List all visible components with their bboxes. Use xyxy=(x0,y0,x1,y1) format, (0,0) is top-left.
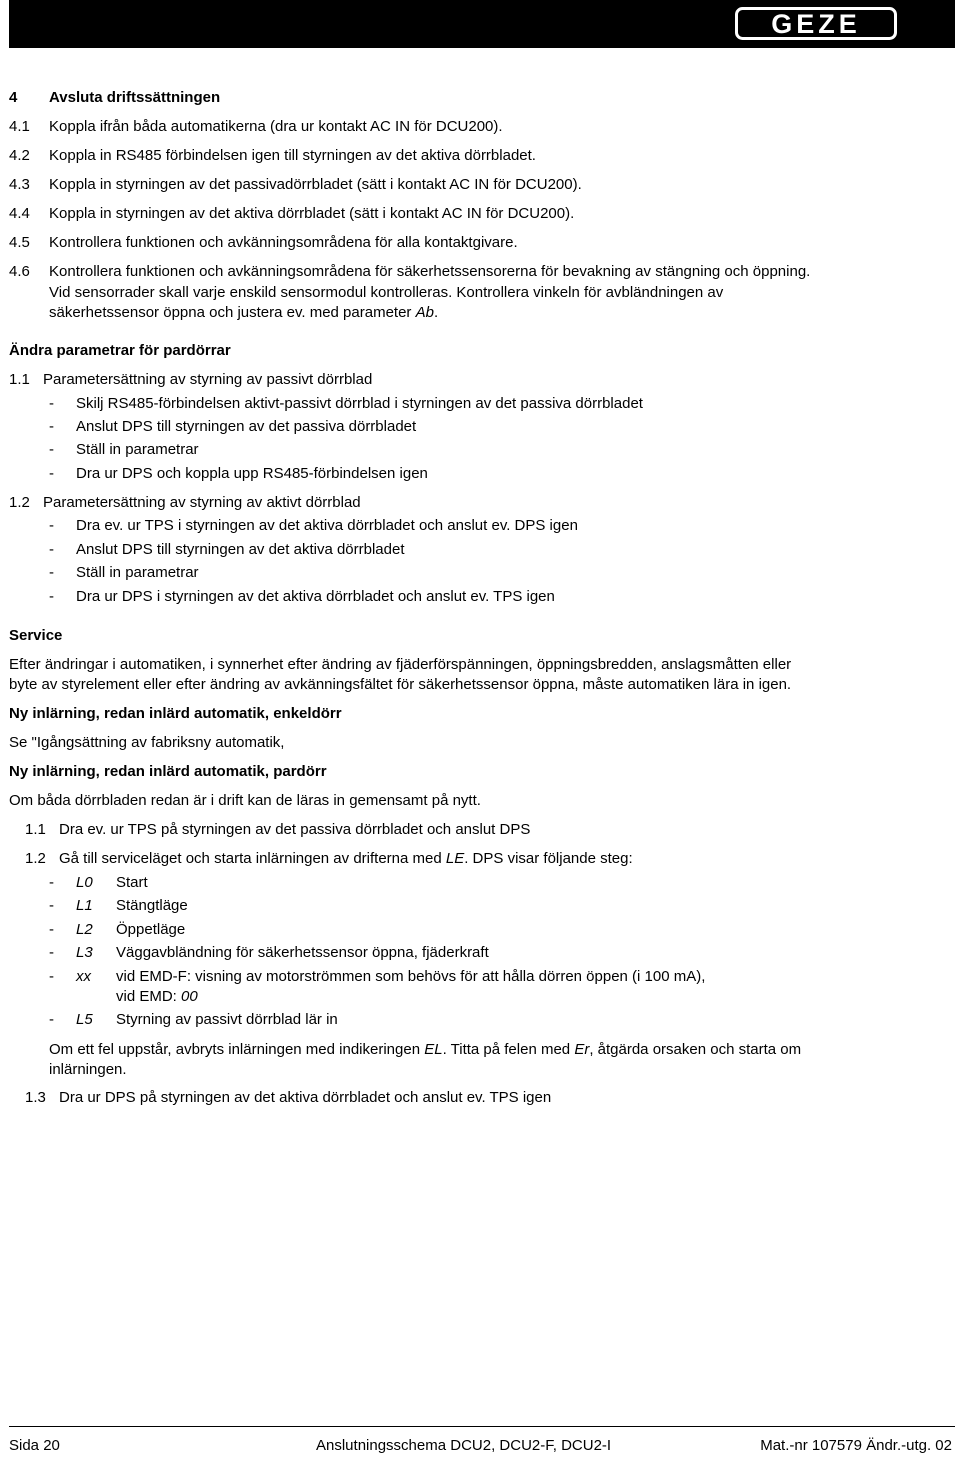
display-code: xx xyxy=(76,968,91,985)
item-number: 4.5 xyxy=(9,234,30,251)
relearn-single-heading: Ny inlärning, redan inlärd automatik, enkeldörr xyxy=(9,705,342,722)
bullet-dash: - xyxy=(49,921,54,938)
display-code: EL xyxy=(424,1041,443,1058)
bullet-dash: - xyxy=(49,517,54,534)
bullet-text: Dra ur DPS i styrningen av det aktiva dörrbladet och anslut ev. TPS igen xyxy=(76,588,555,605)
code-description: vid EMD-F: visning av motorströmmen som behövs för att hålla dörren öppen (i 100 mA), xyxy=(116,968,706,985)
header-bar xyxy=(9,0,955,48)
code-description: Öppetläge xyxy=(116,921,186,938)
item-number: 4.2 xyxy=(9,147,30,164)
step-text: Gå till serviceläget och starta inlärningen av drifterna med LE. DPS visar följande steg: xyxy=(59,850,633,867)
step-text: Dra ev. ur TPS på styrningen av det passiva dörrbladet och anslut DPS xyxy=(59,821,531,838)
bullet-dash: - xyxy=(49,441,54,458)
display-code: L2 xyxy=(76,921,93,938)
code-description: Stängtläge xyxy=(116,897,188,914)
item-number: 4.3 xyxy=(9,176,30,193)
service-heading: Service xyxy=(9,627,63,644)
section-number: 4 xyxy=(9,89,18,106)
item-number: 4.6 xyxy=(9,263,30,280)
display-code: 00 xyxy=(181,988,198,1005)
subsection-number: 1.1 xyxy=(9,371,30,388)
step-number: 1.1 xyxy=(25,821,46,838)
bullet-text: Anslut DPS till styrningen av det aktiva dörrbladet xyxy=(76,541,405,558)
code-description: Styrning av passivt dörrblad lär in xyxy=(116,1011,338,1028)
bullet-dash: - xyxy=(49,541,54,558)
footer-page-number: Sida 20 xyxy=(9,1437,60,1454)
subsection-title: Parametersättning av styrning av passivt dörrblad xyxy=(43,371,373,388)
display-code: L1 xyxy=(76,897,93,914)
footer-title: Anslutningsschema DCU2, DCU2-F, DCU2-I xyxy=(316,1437,612,1454)
bullet-text: Skilj RS485-förbindelsen aktivt-passivt dörrblad i styrningen av det passiva dörrbladet xyxy=(76,395,643,412)
bullet-text: Dra ev. ur TPS i styrningen av det aktiva dörrbladet och anslut ev. DPS igen xyxy=(76,517,578,534)
bullet-dash: - xyxy=(49,897,54,914)
bullet-text: Ställ in parametrar xyxy=(76,441,199,458)
display-code: Er xyxy=(574,1041,590,1058)
item-text: Koppla ifrån båda automatikerna (dra ur kontakt AC IN för DCU200). xyxy=(49,118,503,135)
relearn-pair-text: Om båda dörrbladen redan är i drift kan de läras in gemensamt på nytt. xyxy=(9,792,481,809)
parameter-code: Ab xyxy=(415,304,434,321)
bullet-dash: - xyxy=(49,395,54,412)
code-text-continuation: vid EMD: 00 xyxy=(116,988,198,1005)
footer-material-number: Mat.-nr 107579 Ändr.-utg. 02 xyxy=(760,1437,952,1454)
item-text: Kontrollera funktionen och avkänningsområdena för alla kontaktgivare. xyxy=(49,234,518,251)
item-text: Kontrollera funktionen och avkänningsområdena för säkerhetssensorerna för bevakning av stängning och öppning. xyxy=(49,263,811,280)
item-text: Koppla in RS485 förbindelsen igen till styrningen av det aktiva dörrbladet. xyxy=(49,147,536,164)
bullet-dash: - xyxy=(49,418,54,435)
subsection-title: Parametersättning av styrning av aktivt dörrblad xyxy=(43,494,361,511)
item-text: Koppla in styrningen av det aktiva dörrbladet (sätt i kontakt AC IN för DCU200). xyxy=(49,205,575,222)
pardorr-heading: Ändra parametrar för pardörrar xyxy=(9,342,231,359)
bullet-text: Dra ur DPS och koppla upp RS485-förbindelsen igen xyxy=(76,465,428,482)
step-text: Dra ur DPS på styrningen av det aktiva dörrbladet och anslut ev. TPS igen xyxy=(59,1089,552,1106)
step-number: 1.2 xyxy=(25,850,46,867)
subsection-number: 1.2 xyxy=(9,494,30,511)
relearn-pair-heading: Ny inlärning, redan inlärd automatik, pardörr xyxy=(9,763,327,780)
bullet-dash: - xyxy=(49,1011,54,1028)
code-description: Start xyxy=(116,874,148,891)
display-code: L3 xyxy=(76,944,93,961)
svg-text:GEZE: GEZE xyxy=(771,9,861,39)
relearn-single-text: Se "Igångsättning av fabriksny automatik, xyxy=(9,734,285,751)
bullet-dash: - xyxy=(49,874,54,891)
geze-logo xyxy=(735,7,897,40)
bullet-dash: - xyxy=(49,564,54,581)
error-note: Om ett fel uppstår, avbryts inlärningen med indikeringen EL. Titta på felen med Er, åtgärda orsaken och starta om xyxy=(49,1041,802,1058)
item-text: Koppla in styrningen av det passivadörrbladet (sätt i kontakt AC IN för DCU200). xyxy=(49,176,582,193)
item-number: 4.4 xyxy=(9,205,30,222)
bullet-text: Anslut DPS till styrningen av det passiva dörrbladet xyxy=(76,418,417,435)
item-text: säkerhetssensor öppna och justera ev. med parameter Ab. xyxy=(49,304,439,321)
code-description: Väggavbländning för säkerhetssensor öppna, fjäderkraft xyxy=(116,944,489,961)
error-note: inlärningen. xyxy=(49,1061,127,1078)
service-paragraph: Efter ändringar i automatiken, i synnerhet efter ändring av fjäderförspänningen, öppningsbredden, anslagsmåtten eller xyxy=(9,656,792,673)
service-paragraph: byte av styrelement eller efter ändring av avkänningsfältet för säkerhetssensor öppna, måste automatiken lära in igen. xyxy=(9,676,792,693)
bullet-dash: - xyxy=(49,588,54,605)
display-code: L5 xyxy=(76,1011,93,1028)
item-number: 4.1 xyxy=(9,118,30,135)
step-number: 1.3 xyxy=(25,1089,46,1106)
bullet-dash: - xyxy=(49,968,54,985)
bullet-dash: - xyxy=(49,465,54,482)
footer-divider xyxy=(9,1426,955,1427)
item-text: Vid sensorrader skall varje enskild sensormodul kontrolleras. Kontrollera vinkeln för avbländningen av xyxy=(49,284,724,301)
bullet-text: Ställ in parametrar xyxy=(76,564,199,581)
display-code: L0 xyxy=(76,874,93,891)
section-heading: Avsluta driftssättningen xyxy=(49,89,221,106)
bullet-dash: - xyxy=(49,944,54,961)
display-code: LE xyxy=(445,850,465,867)
